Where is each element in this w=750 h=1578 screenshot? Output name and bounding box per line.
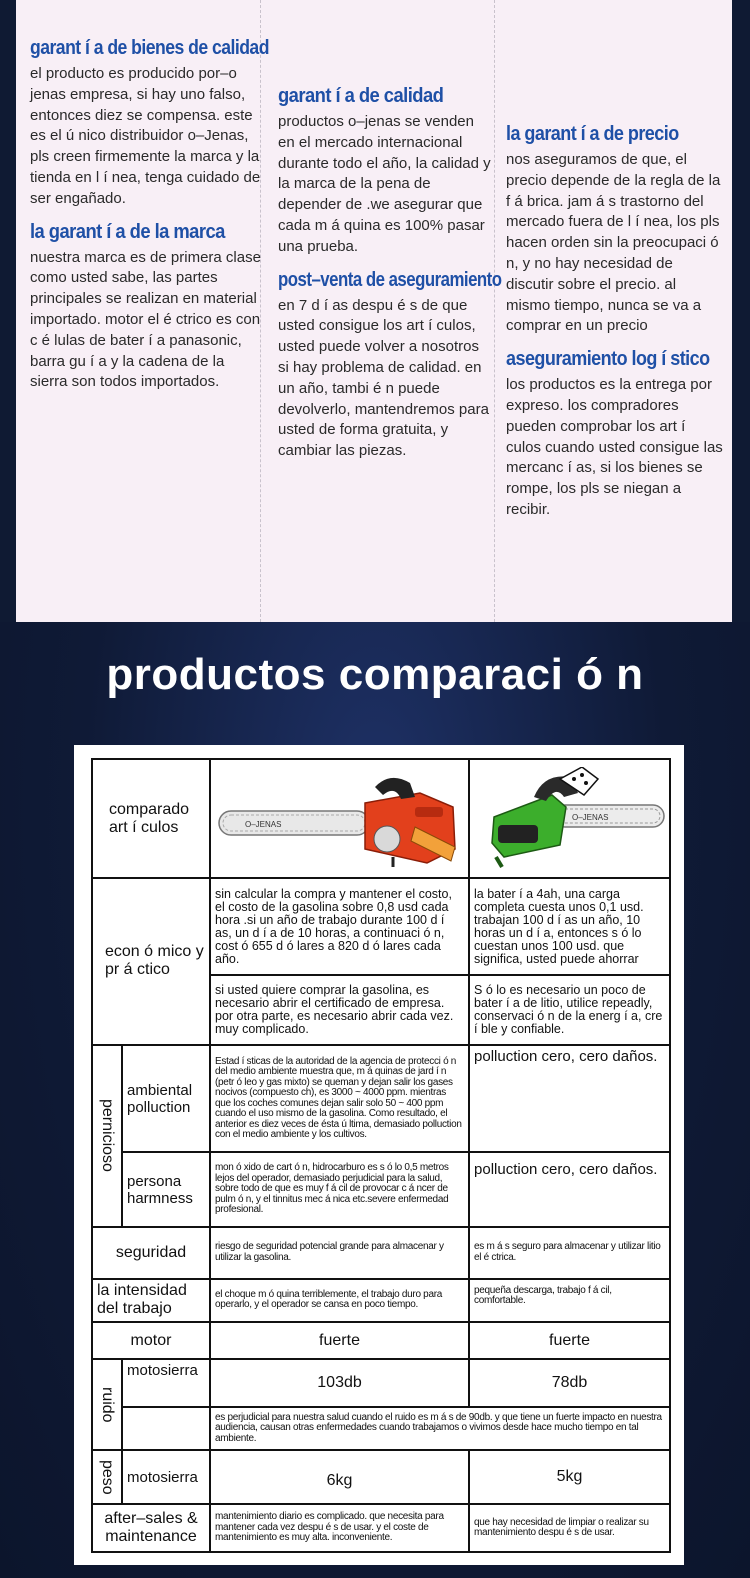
gas-chainsaw-icon bbox=[215, 767, 465, 871]
table-row bbox=[92, 1322, 670, 1359]
gas-chainsaw-image bbox=[210, 759, 469, 878]
noise-note-cell: es perjudicial para nuestra salud cuando el ruido es m á s de 90db. y que tiene un fuerte impacto en nuestra audiencia, causan otras enfermedades cuando trabajamos o vivimos desde hace mucho tiempo en tal ambiente. bbox=[210, 1407, 670, 1450]
bar-brand: O–JENAS bbox=[572, 812, 609, 822]
electric-battery-cell: S ó lo es necesario un poco de bater í a de litio, utilice repeadly, conservaci ó n de la energ í a, cre í ble y confiable. bbox=[469, 975, 670, 1044]
guarantee-block bbox=[30, 220, 262, 394]
gas-weight-cell: 6kg bbox=[210, 1450, 469, 1504]
gas-after-sales-cell: mantenimiento diario es complicado. que necesita para mantener cada vez despu é s de usar. y el coste de mantenimiento es muy alta. inconveniente. bbox=[210, 1504, 469, 1552]
table-row bbox=[92, 1045, 670, 1153]
comparison-card bbox=[74, 745, 684, 1565]
harm-label: pernicioso bbox=[99, 1099, 116, 1173]
guarantee-text: el producto es producido por–o jenas empresa, si hay uno falso, entonces diez se compensa. este es el ú nico distribuidor o–Jenas, pls creen firmemente la marca y la tienda en l í nea, tenga cuidado de ser engañado. bbox=[30, 65, 261, 207]
table-row bbox=[92, 1504, 670, 1552]
gas-fuel-cell: si usted quiere comprar la gasolina, es necesario abrir el certificado de empresa. por otra parte, es necesario abrir cada vez. muy complicado. bbox=[210, 975, 469, 1044]
electric-weight-cell: 5kg bbox=[469, 1450, 670, 1504]
noise-sub-label: motosierra bbox=[122, 1359, 210, 1407]
table-row bbox=[92, 878, 670, 975]
person-harm-label: persona harmness bbox=[122, 1152, 210, 1227]
table-row bbox=[92, 1152, 670, 1227]
electric-chainsaw-image bbox=[469, 759, 670, 878]
guarantee-title: aseguramiento log í stico bbox=[506, 348, 710, 371]
electric-safety-cell: es m á s seguro para almacenar y utilizar litio el é ctrica. bbox=[469, 1227, 670, 1279]
comparison-table bbox=[91, 758, 671, 1553]
motor-label: motor bbox=[92, 1322, 210, 1359]
table-row bbox=[92, 1227, 670, 1279]
guarantee-column-1 bbox=[30, 36, 269, 403]
gas-intensity-cell: el choque m ó quina terriblemente, el trabajo duro para operarlo, y el operador se cansa en poco tiempo. bbox=[210, 1279, 469, 1322]
electric-chainsaw-icon bbox=[474, 767, 669, 871]
electric-intensity-cell: pequeña descarga, trabajo f á cil, comfortable. bbox=[469, 1279, 670, 1322]
table-row bbox=[92, 759, 670, 878]
gas-person-cell: mon ó xido de cart ó n, hidrocarburo es s ó lo 0,5 metros lejos del operador, demasiado perjudicial para la salud, sobre todo de que es muy f á cil de provocar c á ncer de pulm ó n, y el tinnitus mec á nica etc.severe enfermedad profesional. bbox=[210, 1152, 469, 1227]
env-pollution-label: ambiental polluction bbox=[122, 1045, 210, 1153]
guarantee-text: los productos es la entrega por expreso. los compradores pueden comprobar los art í culos cuando usted consigue las mercanc í as, si los bienes se rompe, los pls se niegan a recibir. bbox=[506, 376, 723, 518]
noise-label-cell bbox=[92, 1359, 122, 1450]
weight-sub-label: motosierra bbox=[122, 1450, 210, 1504]
guarantee-text: en 7 d í as despu é s de que usted consigue los art í culos, usted puede volver a nosotros si hay problema de calidad. en un año, tambi é n puede devolverlo, mantendremos para usted de forma gratuita, y cambiar las piezas. bbox=[278, 296, 489, 460]
intensity-label: la intensidad del trabajo bbox=[92, 1279, 210, 1322]
guarantee-column-2 bbox=[278, 84, 502, 472]
noise-sub-label-cont bbox=[122, 1407, 210, 1450]
electric-motor-cell: fuerte bbox=[469, 1322, 670, 1359]
weight-label-cell bbox=[92, 1450, 122, 1504]
table-row bbox=[92, 1359, 670, 1407]
guarantee-title: la garant í a de la marca bbox=[30, 220, 225, 243]
electric-noise-cell: 78db bbox=[469, 1359, 670, 1407]
guarantee-title: la garant í a de precio bbox=[506, 123, 679, 145]
gas-economy-cell: sin calcular la compra y mantener el costo, el costo de la gasolina sobre 0,8 usd cada hora .si un año de trabajo durante 100 d í as, un d í a de 10 horas, a continuaci ó n, cost ó 655 d ó lares a 820 d ó lares cada año. bbox=[210, 878, 469, 975]
guarantee-block bbox=[506, 122, 724, 337]
safety-label: seguridad bbox=[92, 1227, 210, 1279]
gas-env-cell: Estad í sticas de la autoridad de la agencia de protecci ó n del medio ambiente muestra que, m á quinas de jard í n (petr ó leo y gas mixto) se queman y dejan salir los gases nocivos (compuesto ch), es 3000 ~ 4000 ppm. mientras que los coches comunes dejan salir solo 50 ~ 400 ppm cuando el uso mismo de la gasolina. Como resultado, el anterior es diez veces de ésta ú ltima, demasiado polluction con el medio ambiente y los cultivos. bbox=[210, 1045, 469, 1153]
guarantee-block bbox=[30, 36, 269, 210]
compared-items-label: comparado art í culos bbox=[92, 759, 210, 878]
guarantee-text: nuestra marca es de primera clase como usted sabe, las partes principales se realizan en material importado. motor el é ctrico es con c é lulas de bater í a panasonic, barra gu í a y la cadena de la sierra son todos importados. bbox=[30, 248, 261, 391]
electric-person-cell: polluction cero, cero daños. bbox=[469, 1152, 670, 1227]
noise-label: ruido bbox=[99, 1387, 116, 1423]
after-sales-label: after–sales & maintenance bbox=[92, 1504, 210, 1552]
guarantee-text: nos aseguramos de que, el precio depende de la regla de la f á brica. jam á s trastorno del mercado fuera de l í nea, los pls hacen orden sin la preocupaci ó n, y no hay necesidad de discutir sobre el precio. al mismo tiempo, nunca se va a comprar en un precio bbox=[506, 151, 721, 335]
guarantee-block bbox=[278, 84, 492, 258]
electric-env-cell: polluction cero, cero daños. bbox=[469, 1045, 670, 1153]
divider bbox=[494, 0, 495, 622]
gas-safety-cell: riesgo de seguridad potencial grande para almacenar y utilizar la gasolina. bbox=[210, 1227, 469, 1279]
electric-economy-cell: la bater í a 4ah, una carga completa cuesta unos 0,1 usd. trabajan 100 d í as un año, 10 horas un d í a, entonces s ó lo cuestan unos 100 usd. que significa, usted puede ahorrar bbox=[469, 878, 670, 975]
guarantee-title: garant í a de calidad bbox=[278, 85, 444, 107]
gas-motor-cell: fuerte bbox=[210, 1322, 469, 1359]
weight-label: peso bbox=[99, 1460, 116, 1495]
guarantee-column-3 bbox=[506, 122, 724, 531]
guarantee-text: productos o–jenas se venden en el mercado internacional durante todo el año, la calidad y la marca de la pena de depender de .we asegurar que cada m á quina es 100% pasar una prueba. bbox=[278, 113, 491, 255]
table-row bbox=[92, 1450, 670, 1504]
guarantee-block bbox=[506, 347, 724, 521]
gas-noise-cell: 103db bbox=[210, 1359, 469, 1407]
guarantee-title: post–venta de aseguramiento bbox=[278, 268, 502, 291]
table-row bbox=[92, 1279, 670, 1322]
electric-after-sales-cell: que hay necesidad de limpiar o realizar su mantenimiento despu é s de usar. bbox=[469, 1504, 670, 1552]
guarantee-block bbox=[278, 268, 502, 462]
harm-label-cell bbox=[92, 1045, 122, 1227]
section-title: productos comparaci ó n bbox=[106, 650, 644, 699]
economy-label: econ ó mico y pr á ctico bbox=[92, 878, 210, 1045]
table-row bbox=[92, 1407, 670, 1450]
guarantee-title: garant í a de bienes de calidad bbox=[30, 37, 269, 59]
bar-brand: O–JENAS bbox=[245, 819, 282, 829]
